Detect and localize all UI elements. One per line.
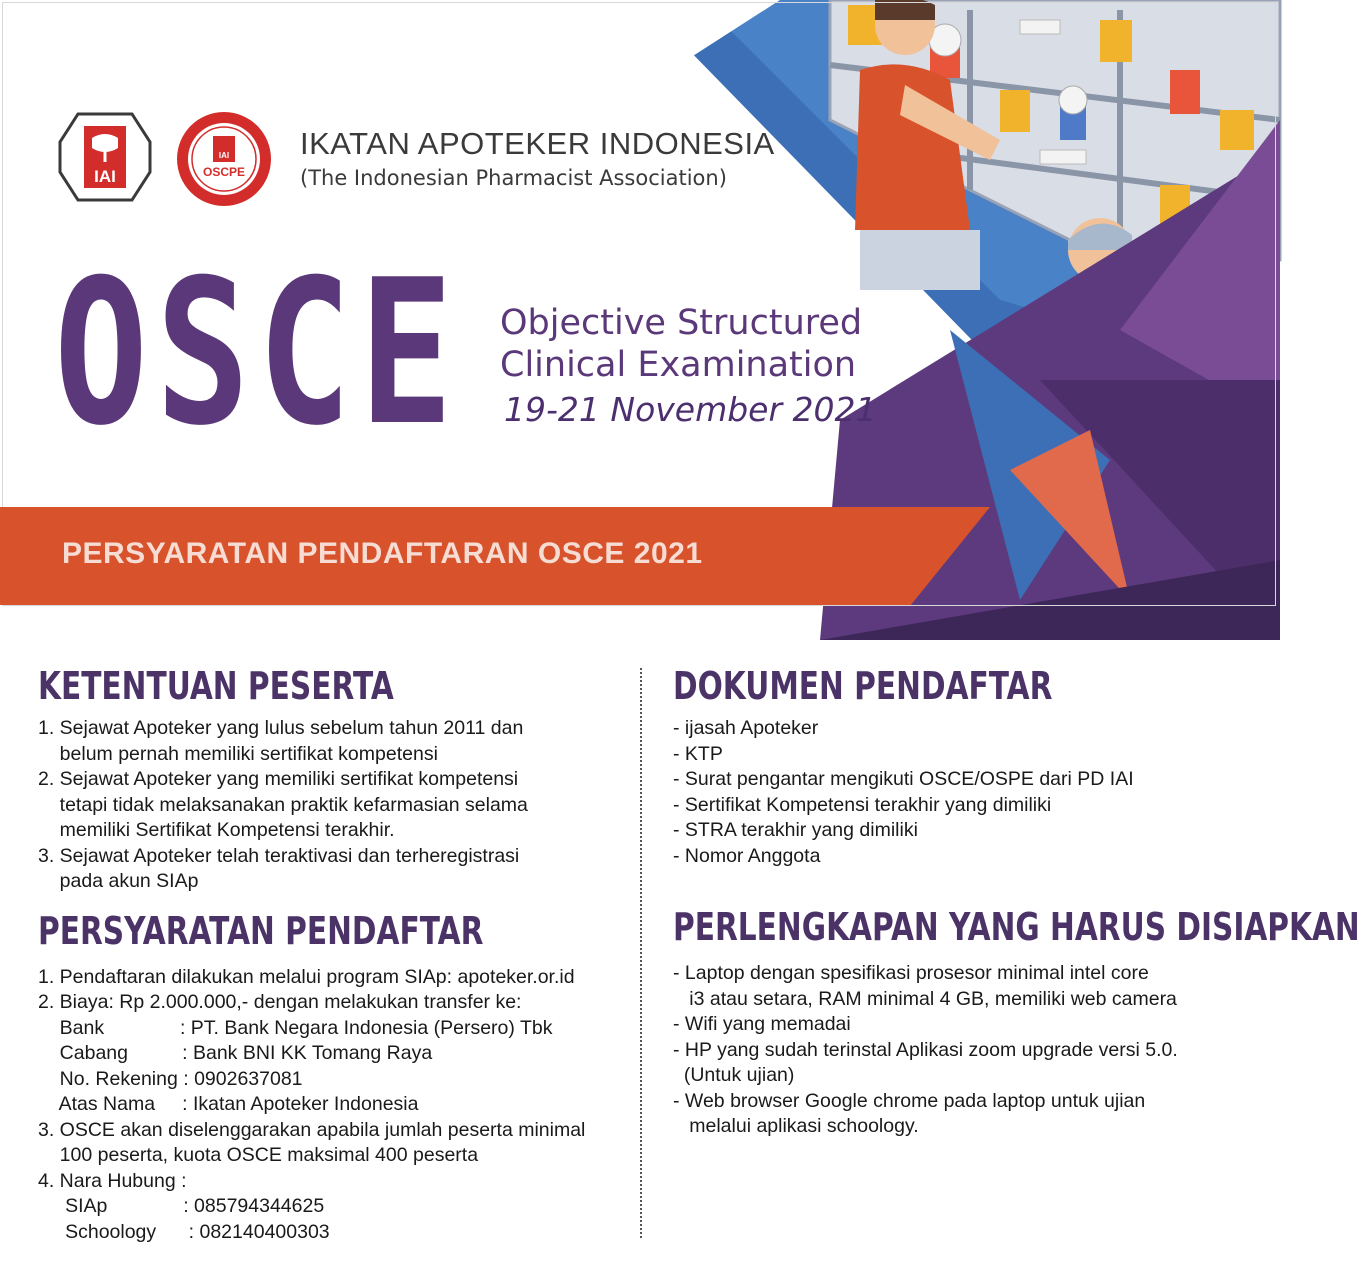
list-item: No. Rekening : 0902637081 bbox=[38, 1067, 303, 1090]
iai-logo-text: IAI bbox=[94, 167, 116, 186]
list-item: SIAp : 085794344625 bbox=[38, 1195, 325, 1217]
list-item: 2. Biaya: Rp 2.000.000,- dengan melakukan transfer ke: bbox=[38, 991, 522, 1013]
exam-date: 19-21 November 2021 bbox=[504, 390, 877, 429]
list-item: i3 atau setara, RAM minimal 4 GB, memiliki web camera bbox=[673, 987, 1177, 1010]
organization-subtitle: (The Indonesian Pharmacist Association) bbox=[300, 166, 727, 190]
registration-requirements-heading: PERSYARATAN PENDAFTAR bbox=[38, 908, 484, 953]
exam-full-name bbox=[500, 302, 862, 386]
participant-requirements-heading: KETENTUAN PESERTA bbox=[38, 664, 394, 708]
list-item: - KTP bbox=[673, 742, 723, 765]
banner-title: PERSYARATAN PENDAFTARAN OSCE 2021 bbox=[62, 537, 703, 570]
list-item: 3. OSCE akan diselenggarakan apabila jumlah peserta minimal bbox=[38, 1118, 586, 1141]
oscpe-logo bbox=[175, 110, 273, 208]
list-item: 2. Sejawat Apoteker yang memiliki sertifikat kompetensi bbox=[38, 768, 519, 790]
left-column bbox=[38, 664, 638, 1245]
list-item: - HP yang sudah terinstal Aplikasi zoom upgrade versi 5.0. bbox=[673, 1038, 1178, 1061]
list-item: - ijasah Apoteker bbox=[673, 717, 819, 739]
list-item: pada akun SIAp bbox=[38, 870, 199, 892]
column-divider bbox=[640, 668, 642, 1238]
header-banner bbox=[0, 0, 1280, 640]
list-item: Cabang : Bank BNI KK Tomang Raya bbox=[38, 1042, 433, 1064]
list-item: Atas Nama : Ikatan Apoteker Indonesia bbox=[38, 1093, 419, 1115]
registration-requirements-list bbox=[38, 965, 638, 1246]
list-item: - Laptop dengan spesifikasi prosesor minimal intel core bbox=[673, 962, 1149, 984]
iai-logo bbox=[58, 112, 152, 202]
list-item: - Surat pengantar mengikuti OSCE/OSPE dari PD IAI bbox=[673, 768, 1134, 790]
list-item: 100 peserta, kuota OSCE maksimal 400 peserta bbox=[38, 1144, 479, 1166]
applicant-documents-heading: DOKUMEN PENDAFTAR bbox=[673, 664, 1053, 708]
list-item: (Untuk ujian) bbox=[673, 1064, 795, 1086]
equipment-list bbox=[673, 961, 1273, 1140]
list-item: - Nomor Anggota bbox=[673, 844, 821, 867]
right-column bbox=[673, 664, 1360, 1140]
list-item: - Wifi yang memadai bbox=[673, 1013, 851, 1035]
organization-name: IKATAN APOTEKER INDONESIA bbox=[300, 126, 775, 161]
oscpe-logo-small-text: IAI bbox=[218, 151, 230, 160]
list-item: Bank : PT. Bank Negara Indonesia (Persero) Tbk bbox=[38, 1016, 553, 1039]
list-item: 3. Sejawat Apoteker telah teraktivasi dan terheregistrasi bbox=[38, 844, 520, 867]
list-item: tetapi tidak melaksanakan praktik kefarmasian selama bbox=[38, 793, 528, 816]
list-item: - STRA terakhir yang dimiliki bbox=[673, 819, 918, 841]
list-item: 1. Sejawat Apoteker yang lulus sebelum tahun 2011 dan bbox=[38, 717, 524, 739]
applicant-documents-list bbox=[673, 716, 1273, 869]
oscpe-logo-text: OSCPE bbox=[202, 165, 246, 179]
exam-acronym: OSCE bbox=[54, 237, 461, 470]
exam-full-line-1: Objective Structured bbox=[500, 303, 863, 343]
list-item: melalui aplikasi schoology. bbox=[673, 1115, 919, 1137]
list-item: - Web browser Google chrome pada laptop untuk ujian bbox=[673, 1089, 1146, 1112]
list-item: 1. Pendaftaran dilakukan melalui program SIAp: apoteker.or.id bbox=[38, 965, 575, 988]
list-item: belum pernah memiliki sertifikat kompetensi bbox=[38, 742, 438, 765]
list-item: Schoology : 082140400303 bbox=[38, 1220, 330, 1243]
exam-full-line-2: Clinical Examination bbox=[500, 345, 857, 385]
list-item: memiliki Sertifikat Kompetensi terakhir. bbox=[38, 819, 395, 841]
equipment-heading: PERLENGKAPAN YANG HARUS DISIAPKAN bbox=[673, 905, 1360, 949]
list-item: - Sertifikat Kompetensi terakhir yang dimiliki bbox=[673, 793, 1052, 816]
list-item: 4. Nara Hubung : bbox=[38, 1169, 187, 1192]
participant-requirements-list bbox=[38, 716, 638, 895]
